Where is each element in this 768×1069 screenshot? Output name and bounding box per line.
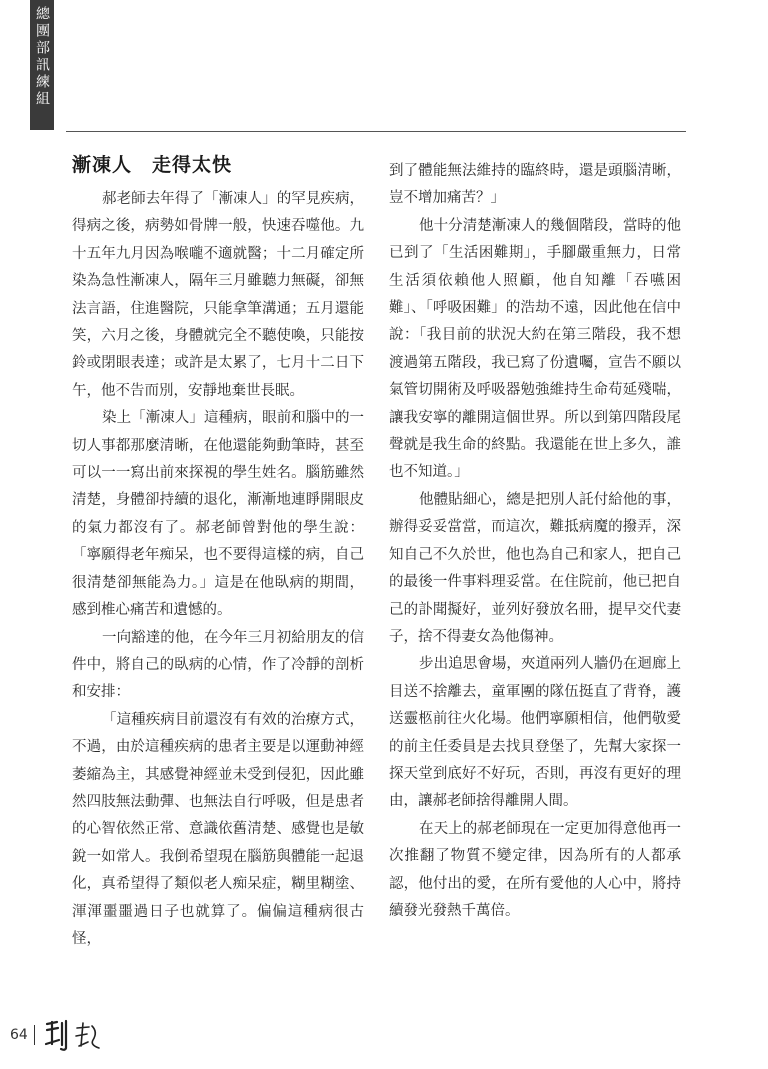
paragraph: 他十分清楚漸凍人的幾個階段，當時的他已到了「生活困難期」，手腳嚴重無力，日常生活須依賴他人照顧，他自知離「吞嚥困難」、「呼吸困難」的浩劫不遠，因此他在信中說：「我目前的狀況大約在第三階段，我不想渡過第五階段，我已寫了份遺囑，宣告不願以氣管切開術及呼吸器勉強維持生命苟延殘喘，讓我安寧的離開這個世界。所以到第四階段尾聲就是我生命的終點。我還能在世上多久，誰也不知道。」 bbox=[389, 217, 681, 481]
paragraph: 一向豁達的他，在今年三月初給朋友的信件中，將自己的臥病的心情，作了冷靜的剖析和安排： bbox=[72, 629, 364, 701]
section-tab bbox=[30, 0, 54, 130]
paragraph: 他體貼細心，總是把別人託付給他的事，辦得妥妥當當，而這次，難抵病魔的撥弄，深知自己不久於世，他也為自己和家人，把自己的最後一件事料理妥當。在住院前，他已把自己的訃聞擬好，並列好發放名冊，提早交代妻子，捨不得妻女為他傷神。 bbox=[389, 491, 681, 645]
paragraph: 到了體能無法維持的臨終時，還是頭腦清晰，豈不增加痛苦？」 bbox=[389, 163, 681, 207]
page-footer bbox=[10, 1023, 105, 1047]
paragraph: 郝老師去年得了「漸凍人」的罕見疾病，得病之後，病勢如骨牌一般，快速吞噬他。九十五年九月因為喉嚨不適就醫；十二月確定所染為急性漸凍人，隔年三月雖聽力無礙，卻無法言語，住進醫院，只能拿筆溝通；五月還能笑，六月之後，身體就完全不聽使喚，只能按鈴或閉眼表達；或許是太累了，七月十二日下午，他不告而別，安靜地棄世長眠。 bbox=[72, 191, 364, 399]
article-title: 漸凍人 走得太快 bbox=[72, 154, 233, 176]
header-rule bbox=[66, 131, 686, 132]
paragraph: 「這種疾病目前還沒有有效的治療方式，不過，由於這種疾病的患者主要是以運動神經萎縮為主，其感覺神經並未受到侵犯，因此雖然四肢無法動彈、也無法自行呼吸，但是患者的心智依然正常、意識依舊清楚、感覺也是敏銳一如常人。我倒希望現在腦筋與體能一起退化，真希望得了類似老人痴呆症，糊里糊塗、渾渾噩噩過日子也就算了。偏偏這種病很古怪， bbox=[72, 711, 364, 947]
footer-divider bbox=[34, 1025, 35, 1045]
section-tab-label: 總團部訊練組 bbox=[34, 6, 50, 108]
magazine-logo bbox=[43, 1018, 105, 1052]
left-column bbox=[72, 150, 364, 953]
paragraph: 染上「漸凍人」這種病，眼前和腦中的一切人事都那麼清晰，在他還能夠動筆時，甚至可以一一寫出前來探視的學生姓名。腦筋雖然清楚，身體卻持續的退化，漸漸地連睜開眼皮的氣力都沒有了。郝老師曾對他的學生說：「寧願得老年痴呆，也不要得這樣的病，自己很清楚卻無能為力。」這是在他臥病的期間，感到椎心痛苦和遺憾的。 bbox=[72, 410, 364, 619]
right-column bbox=[389, 158, 681, 925]
paragraph: 在天上的郝老師現在一定更加得意他再一次推翻了物質不變定律，因為所有的人都承認，他付出的愛，在所有愛他的人心中，將持續發光發熱千萬倍。 bbox=[389, 820, 681, 919]
page-number: 64 bbox=[10, 1027, 28, 1043]
paragraph: 步出追思會場，夾道兩列人牆仍在迴廊上目送不捨離去，童軍團的隊伍挺直了背脊，護送靈柩前往火化場。他們寧願相信，他們敬愛的前主任委員是去找貝登堡了，先幫大家探一探天堂到底好不好玩，否則，再沒有更好的理由，讓郝老師捨得離開人間。 bbox=[389, 656, 681, 810]
